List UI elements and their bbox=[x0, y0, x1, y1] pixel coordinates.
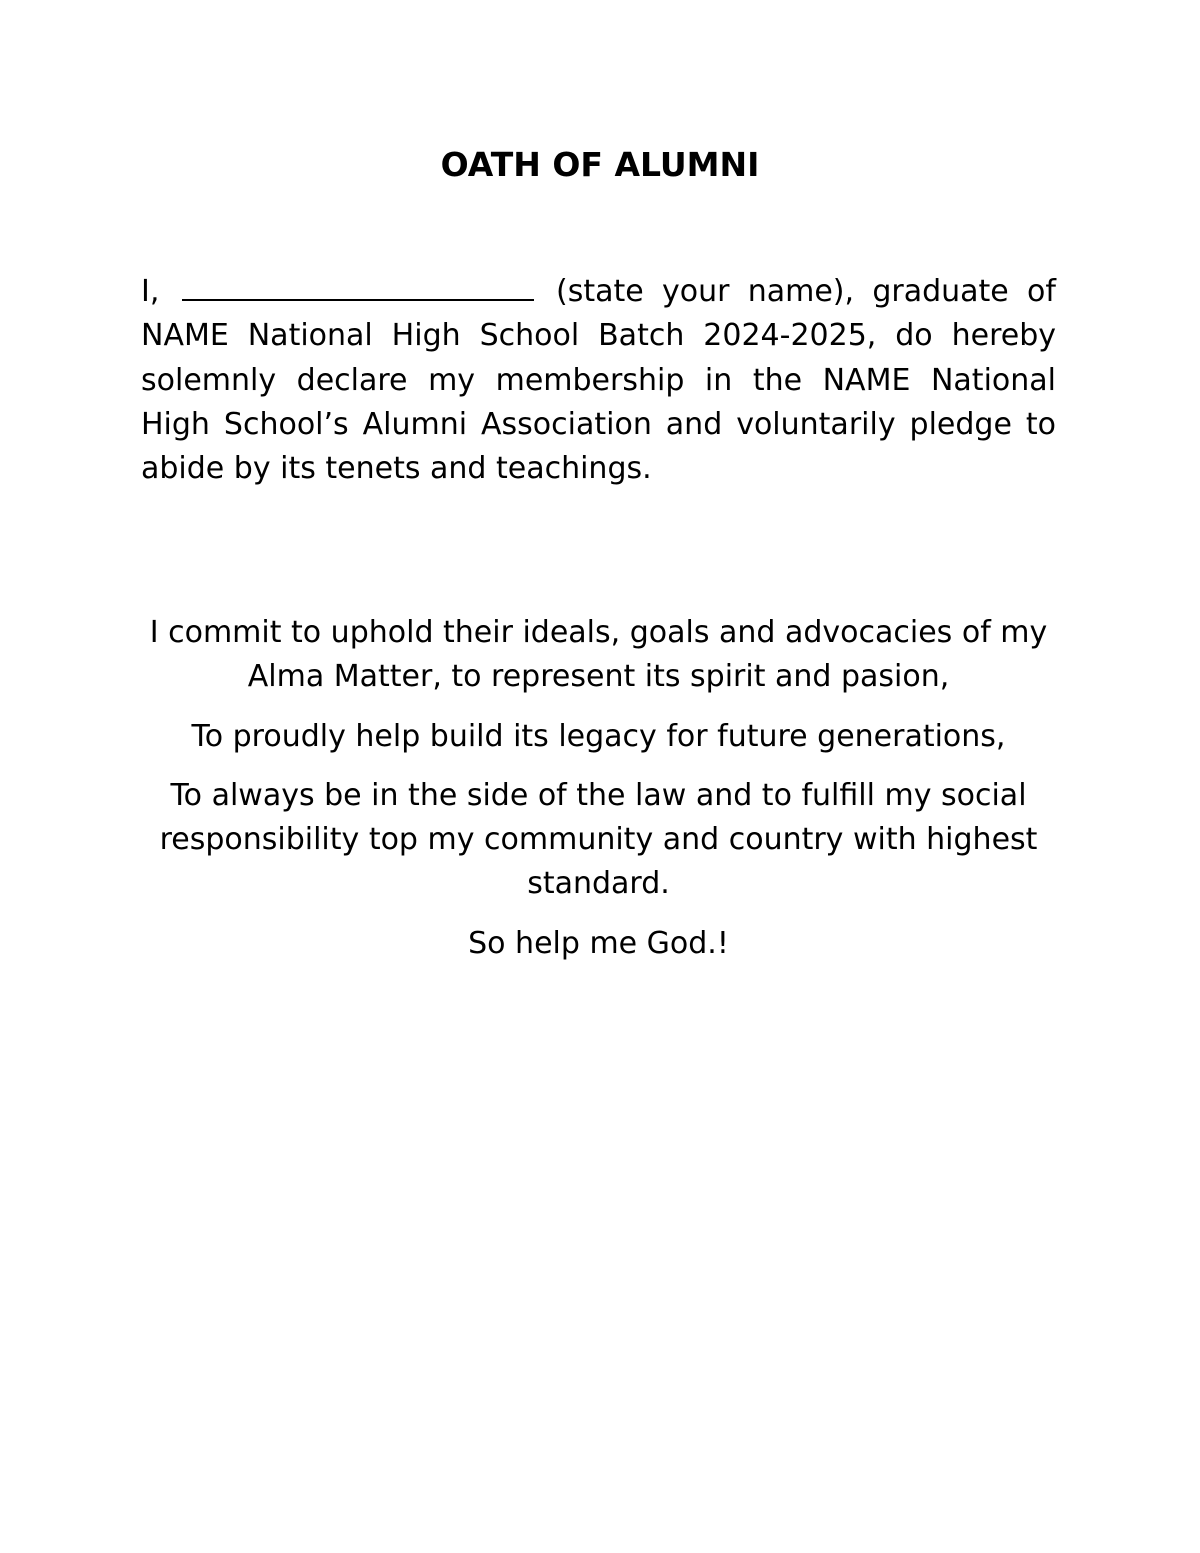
pledge-line: To proudly help build its legacy for future generations, bbox=[191, 718, 1006, 754]
pledge-line: I commit to uphold their ideals, goals and advocacies of my Alma Matter, to represent its spirit and pasion, bbox=[149, 615, 1048, 695]
name-blank-line bbox=[182, 269, 534, 301]
pledge-line: To always be in the side of the law and to fulfill my social responsibility top my community and country with highest standard. bbox=[159, 777, 1038, 902]
pledge-section bbox=[141, 611, 1056, 981]
declaration-text: (state your name), graduate of NAME National High School Batch 2024-2025, do hereby solemnly declare my membership in the NAME National High School’s Alumni Association and voluntarily pledge to abide by its tenets and teachings. bbox=[141, 274, 1056, 487]
document-title: OATH OF ALUMNI bbox=[440, 145, 760, 184]
declaration-paragraph bbox=[141, 269, 1056, 491]
closing-line: So help me God.! bbox=[468, 925, 729, 961]
declaration-lead: I, bbox=[141, 274, 160, 309]
